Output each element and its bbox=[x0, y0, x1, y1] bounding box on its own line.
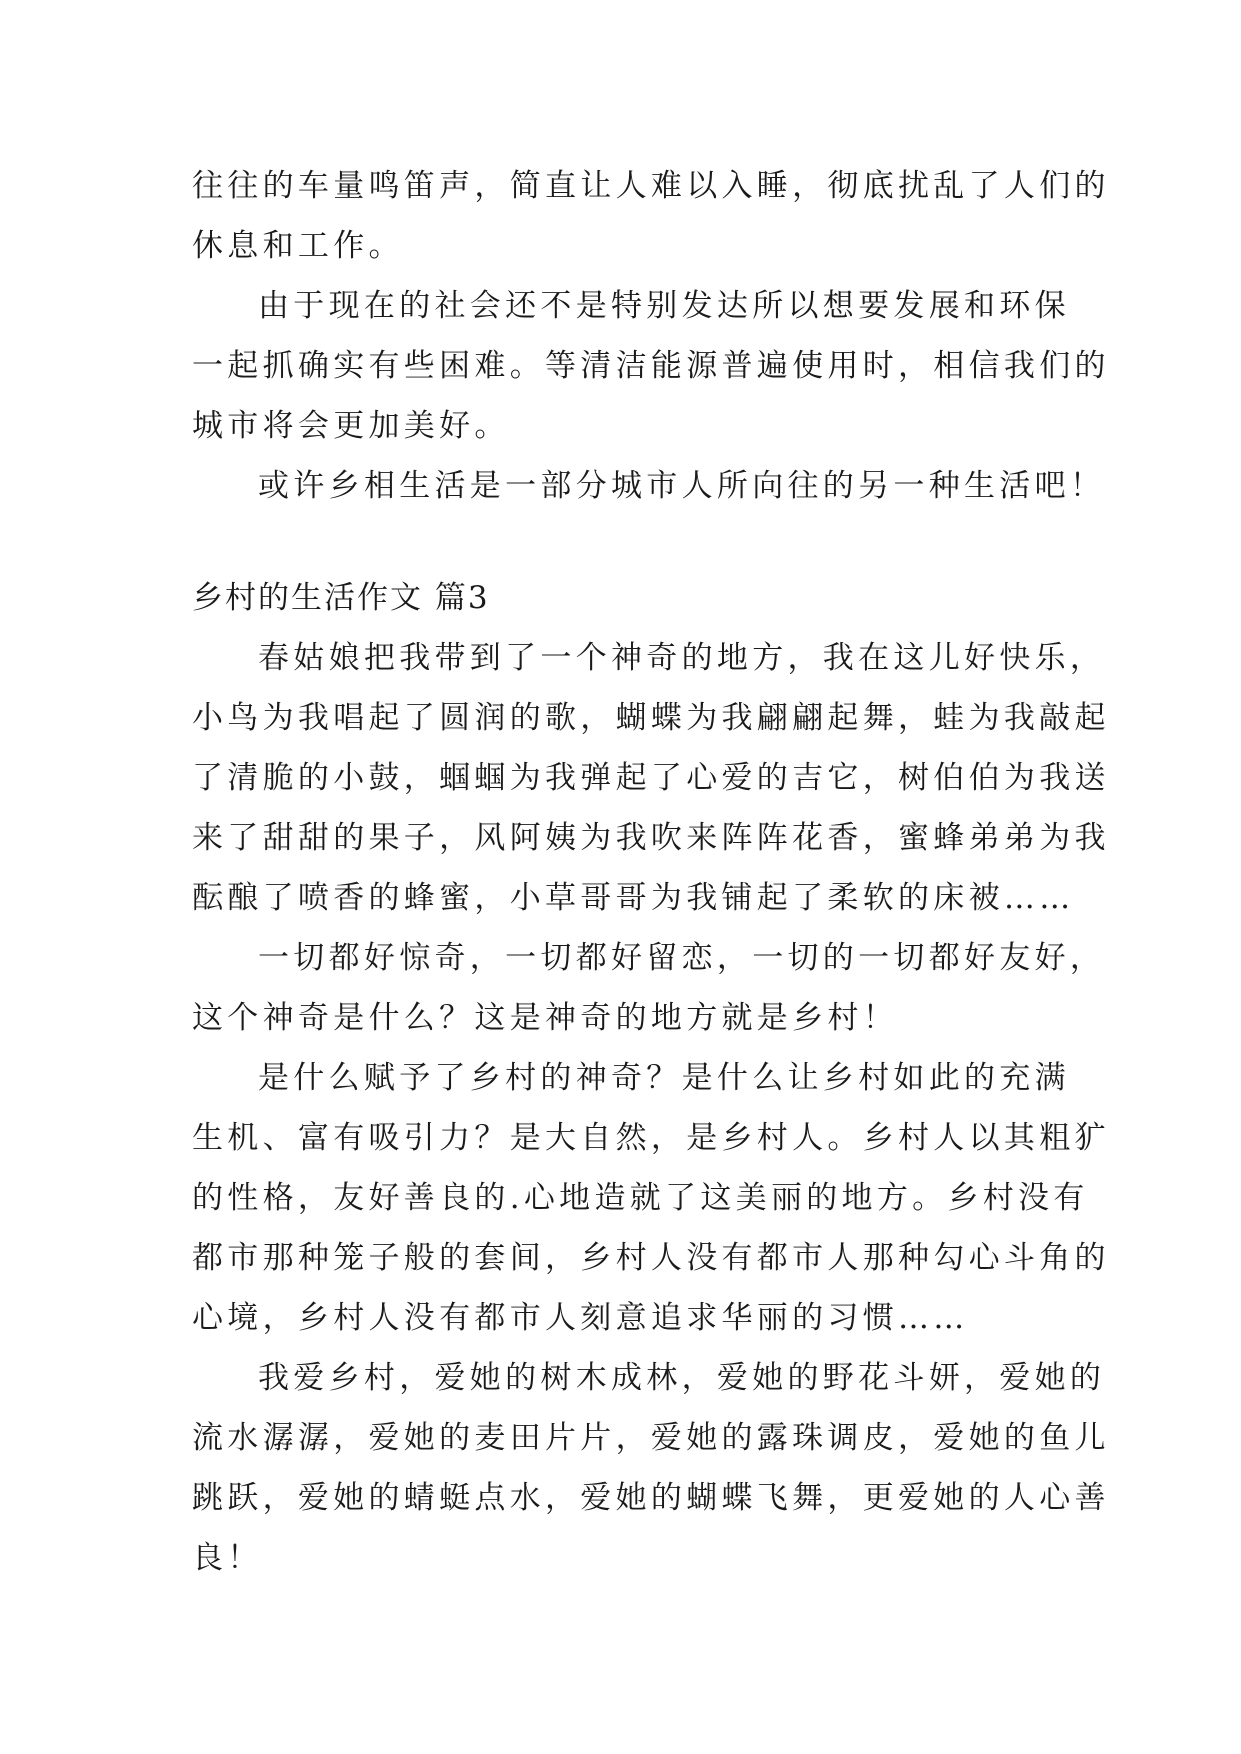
paragraph-line: 酝酿了喷香的蜂蜜，小草哥哥为我铺起了柔软的床被…… bbox=[192, 880, 1075, 916]
paragraph-line: 流水潺潺，爱她的麦田片片，爱她的露珠调皮，爱她的鱼儿 bbox=[192, 1420, 1110, 1456]
paragraph-line: 是什么赋予了乡村的神奇？是什么让乡村如此的充满 bbox=[258, 1060, 1070, 1096]
paragraph-line: 生机、富有吸引力？是大自然，是乡村人。乡村人以其粗犷 bbox=[192, 1120, 1110, 1156]
paragraph-line: 良！ bbox=[192, 1540, 263, 1576]
paragraph-line: 我爱乡村，爱她的树木成林，爱她的野花斗妍，爱她的 bbox=[258, 1360, 1106, 1396]
paragraph-line: 了清脆的小鼓，蝈蝈为我弹起了心爱的吉它，树伯伯为我送 bbox=[192, 760, 1110, 796]
paragraph-line: 或许乡相生活是一部分城市人所向往的另一种生活吧！ bbox=[258, 468, 1106, 504]
paragraph-line: 一切都好惊奇，一切都好留恋，一切的一切都好友好， bbox=[258, 940, 1106, 976]
paragraph-line: 小鸟为我唱起了圆润的歌，蝴蝶为我翩翩起舞，蛙为我敲起 bbox=[192, 700, 1110, 736]
paragraph-line: 都市那种笼子般的套间，乡村人没有都市人那种勾心斗角的 bbox=[192, 1240, 1110, 1276]
paragraph-line: 春姑娘把我带到了一个神奇的地方，我在这儿好快乐， bbox=[258, 640, 1106, 676]
paragraph-line: 这个神奇是什么？这是神奇的地方就是乡村！ bbox=[192, 1000, 898, 1036]
paragraph-line: 心境，乡村人没有都市人刻意追求华丽的习惯…… bbox=[192, 1300, 969, 1336]
paragraph-line: 来了甜甜的果子，风阿姨为我吹来阵阵花香，蜜蜂弟弟为我 bbox=[192, 820, 1110, 856]
section-title: 乡村的生活作文 篇3 bbox=[192, 580, 490, 616]
paragraph-line: 往往的车量鸣笛声，简直让人难以入睡，彻底扰乱了人们的 bbox=[192, 168, 1110, 204]
paragraph-line: 跳跃，爱她的蜻蜓点水，爱她的蝴蝶飞舞，更爱她的人心善 bbox=[192, 1480, 1110, 1516]
paragraph-line: 由于现在的社会还不是特别发达所以想要发展和环保 bbox=[258, 288, 1070, 324]
paragraph-line: 城市将会更加美好。 bbox=[192, 408, 510, 444]
paragraph-line: 一起抓确实有些困难。等清洁能源普遍使用时，相信我们的 bbox=[192, 348, 1110, 384]
paragraph-line: 的性格，友好善良的.心地造就了这美丽的地方。乡村没有 bbox=[192, 1180, 1089, 1216]
paragraph-line: 休息和工作。 bbox=[192, 228, 404, 264]
